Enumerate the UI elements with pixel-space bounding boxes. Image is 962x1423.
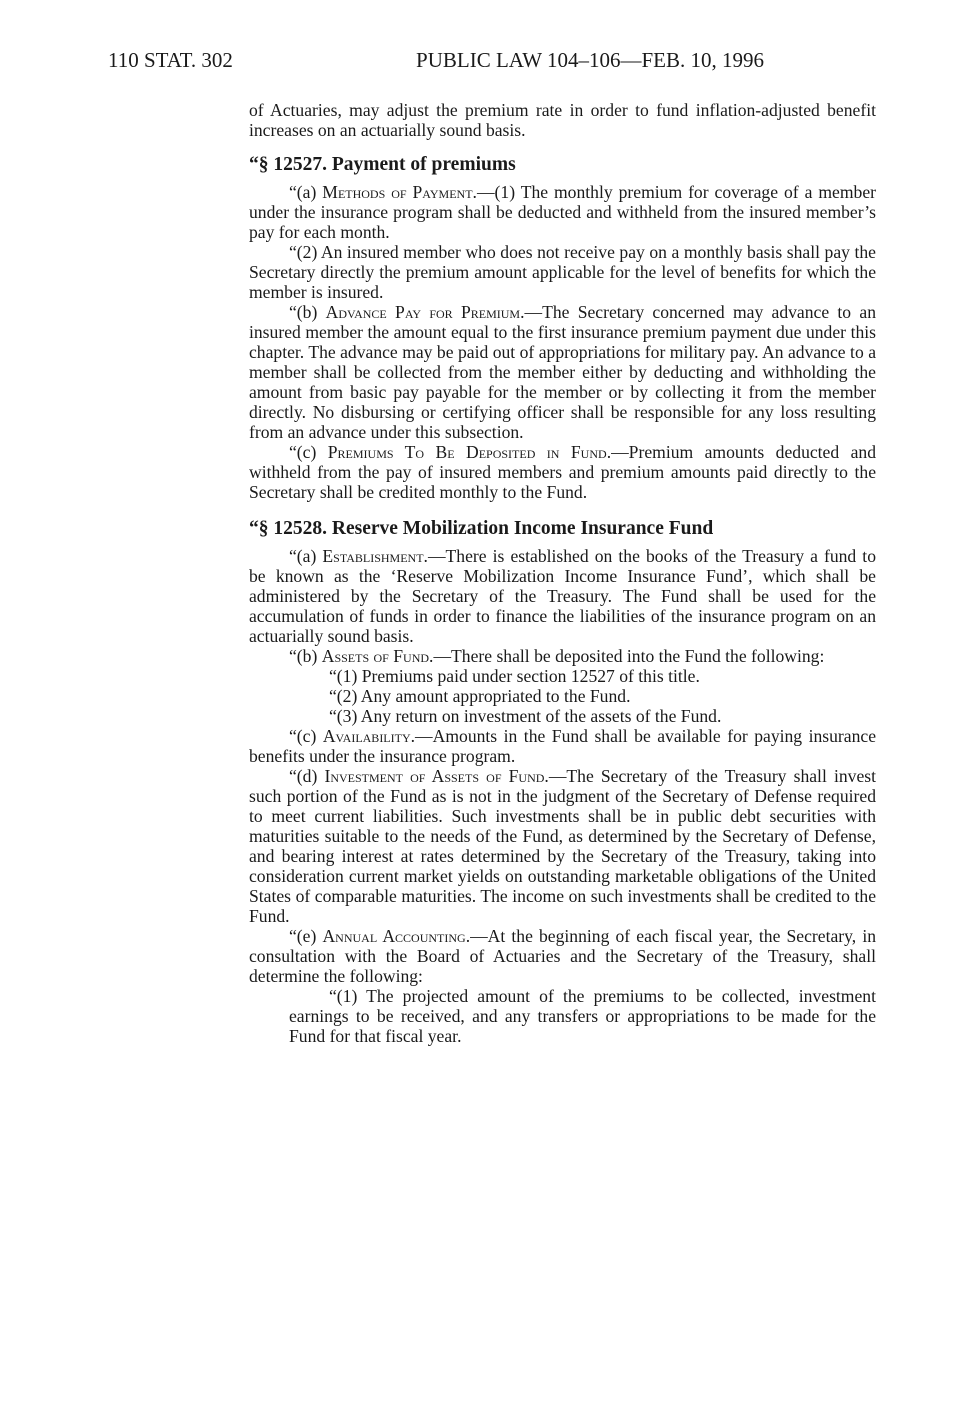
sec-12528-b3: “(3) Any return on investment of the assets of the Fund. [329,706,722,726]
sec-12528-d-caption: Investment of Assets of Fund [324,766,545,786]
page-header [108,47,764,73]
sec-12528-c-caption: Availability [322,726,411,746]
intro-paragraph: of Actuaries, may adjust the premium rate in order to fund inflation-adjusted benefit increases on an actuarially sound basis. [249,100,876,140]
sec-12528-a-caption: Establishment [322,546,424,566]
sec-12528-e: “(e) Annual Accounting.—At the beginning of each fiscal year, the Secretary, in consultation with the Board of Actuaries and the Secretary of the Treasury, shall determine the following: [249,926,877,986]
page-reference: 110 STAT. 302 [108,48,233,72]
law-reference: PUBLIC LAW 104–106—FEB. 10, 1996 [416,48,764,72]
sec-12528-c: “(c) Availability.—Amounts in the Fund shall be available for paying insurance benefits under the insurance program. [249,726,877,766]
sec-12528-b1: “(1) Premiums paid under section 12527 of this title. [329,666,700,686]
sec-12528-e-caption: Annual Accounting [322,926,466,946]
sec-12528-a: “(a) Establishment.—There is established on the books of the Treasury a fund to be known as the ‘Reserve Mobilization Income Insurance Fund’, which shall be administered by the Secretary of the Treasury. The Fund shall be used for the accumulation of funds in order to finance the liabilities of the insurance program on an actuarially sound basis. [249,546,876,646]
sec-12528-b-caption: Assets of Fund [321,646,430,666]
sec-12527-b: “(b) Advance Pay for Premium.—The Secretary concerned may advance to an insured member the amount equal to the first insurance premium payment due under this chapter. The advance may be paid out of appropriations for military pay. An advance to a member shall be collected from the member either by deducting and withholding the amount from basic pay payable for the member or by collecting it from the member directly. No disbursing or certifying officer shall be responsible for any loss resulting from an advance under this subsection. [249,302,876,442]
sec-12527-c: “(c) Premiums To Be Deposited in Fund.—Premium amounts deducted and withheld from the pay of insured members and premium amounts paid directly to the Secretary shall be credited monthly to the Fund. [249,442,876,502]
section-12527-heading: “§ 12527. Payment of premiums [249,154,516,175]
section-12528-heading: “§ 12528. Reserve Mobilization Income Insurance Fund [249,518,714,539]
sec-12527-a2: “(2) An insured member who does not receive pay on a monthly basis shall pay the Secretary directly the premium amount applicable for the level of benefits for which the member is insured. [249,242,876,302]
sec-12528-b: “(b) Assets of Fund.—There shall be deposited into the Fund the following: [289,646,825,666]
sec-12528-d: “(d) Investment of Assets of Fund.—The Secretary of the Treasury shall invest such portion of the Fund as is not in the judgment of the Secretary of Defense required to meet current liabilities. Such investments shall be in public debt securities with maturities suitable to the needs of the Fund, as determined by the Secretary of Defense, and bearing interest at rates determined by the Secretary of the Treasury, taking into consideration current market yields on outstanding marketable obligations of the United States of comparable maturities. The income on such investments shall be credited to the Fund. [249,766,876,926]
page-body [249,100,876,1046]
sec-12527-a: “(a) Methods of Payment.—(1) The monthly premium for coverage of a member under the insurance program shall be deducted and withheld from the insured member’s pay for each month. [249,182,877,242]
sec-12527-b-caption: Advance Pay for Premium [325,302,521,322]
sec-12528-e1: “(1) The projected amount of the premiums to be collected, investment earnings to be received, and any transfers or appropriations to be made for the Fund for that fiscal year. [289,986,876,1046]
sec-12527-a-caption: Methods of Payment [322,182,473,202]
sec-12528-b2: “(2) Any amount appropriated to the Fund. [329,686,631,706]
sec-12527-c-caption: Premiums To Be Deposited in Fund [327,442,607,462]
